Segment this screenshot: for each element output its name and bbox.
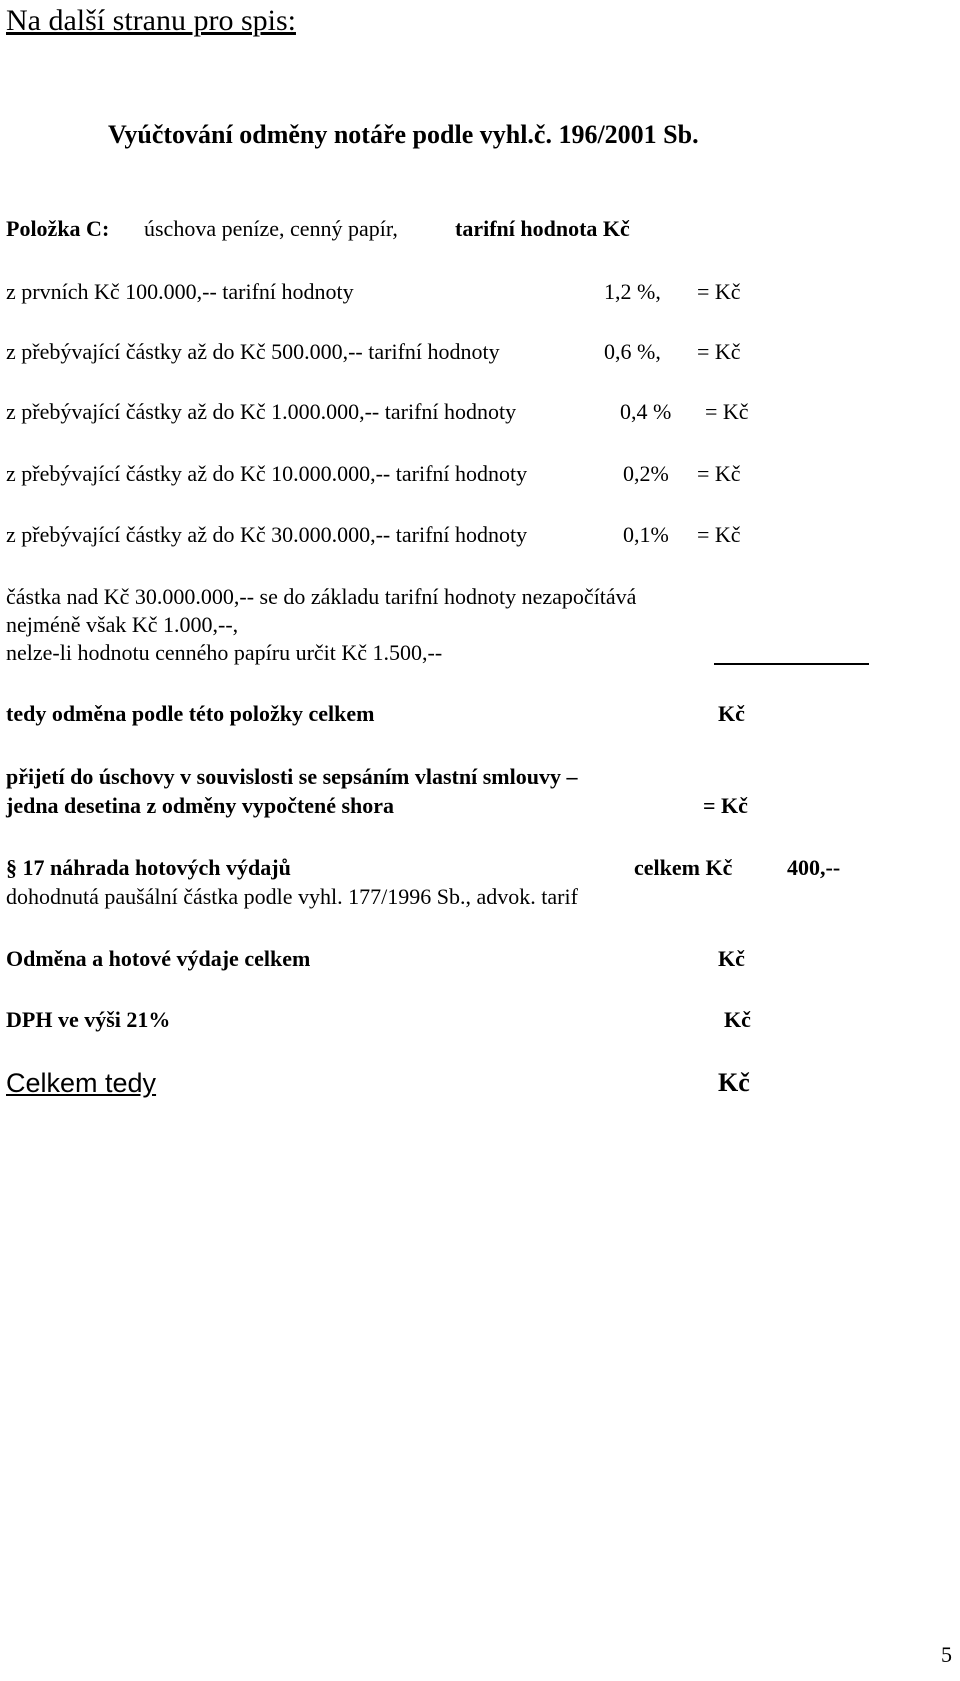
item-total-label: tedy odměna podle této položky celkem bbox=[6, 701, 375, 726]
rate-row-rate: 0,4 % bbox=[620, 399, 672, 424]
rate-row-eq: = Kč bbox=[697, 279, 741, 304]
rate-row-eq: = Kč bbox=[697, 339, 741, 364]
vat-label: DPH ve výši 21% bbox=[6, 1007, 171, 1032]
expenses-amount: 400,-- bbox=[787, 855, 841, 880]
item-total-currency: Kč bbox=[718, 701, 745, 726]
grand-total-label: Celkem tedy bbox=[6, 1068, 157, 1098]
rate-row-rate: 1,2 %, bbox=[604, 279, 661, 304]
fee-total-currency: Kč bbox=[718, 946, 745, 971]
rate-row-text: z přebývající částky až do Kč 30.000.000,-- tarifní hodnoty bbox=[6, 522, 528, 547]
rate-row-text: z přebývající částky až do Kč 10.000.000,-- tarifní hodnoty bbox=[6, 461, 528, 486]
rate-row-text: z prvních Kč 100.000,-- tarifní hodnoty bbox=[6, 279, 354, 304]
expenses-total-label: celkem Kč bbox=[634, 855, 733, 880]
item-label: Položka C: bbox=[6, 216, 110, 241]
expenses-note: dohodnutá paušální částka podle vyhl. 177/1996 Sb., advok. tarif bbox=[6, 884, 578, 909]
fee-total-label: Odměna a hotové výdaje celkem bbox=[6, 946, 311, 971]
page-number: 5 bbox=[941, 1642, 952, 1667]
grand-total-currency: Kč bbox=[718, 1068, 750, 1097]
amount-blank-line bbox=[714, 663, 869, 665]
rate-row-text: z přebývající částky až do Kč 500.000,-- tarifní hodnoty bbox=[6, 339, 500, 364]
rate-row-rate: 0,2% bbox=[623, 461, 669, 486]
rate-row-eq: = Kč bbox=[705, 399, 749, 424]
item-description: úschova peníze, cenný papír, bbox=[144, 216, 398, 241]
rate-row-rate: 0,6 %, bbox=[604, 339, 661, 364]
vat-currency: Kč bbox=[724, 1007, 751, 1032]
custody-eq: = Kč bbox=[703, 793, 748, 818]
note-line: nelze-li hodnotu cenného papíru určit Kč 1.500,-- bbox=[6, 640, 443, 665]
expenses-label: § 17 náhrada hotových výdajů bbox=[6, 855, 291, 880]
item-value-label: tarifní hodnota Kč bbox=[455, 216, 630, 241]
rate-row-eq: = Kč bbox=[697, 522, 741, 547]
note-line: částka nad Kč 30.000.000,-- se do základu tarifní hodnoty nezapočítává bbox=[6, 584, 637, 609]
rate-row-rate: 0,1% bbox=[623, 522, 669, 547]
rate-row-eq: = Kč bbox=[697, 461, 741, 486]
document-heading: Vyúčtování odměny notáře podle vyhl.č. 196/2001 Sb. bbox=[108, 120, 699, 149]
note-line: nejméně však Kč 1.000,--, bbox=[6, 612, 239, 637]
page-title: Na další stranu pro spis: bbox=[6, 4, 296, 37]
custody-line: jedna desetina z odměny vypočtené shora bbox=[6, 793, 395, 818]
custody-line: přijetí do úschovy v souvislosti se sepsáním vlastní smlouvy – bbox=[6, 764, 578, 789]
rate-row-text: z přebývající částky až do Kč 1.000.000,-- tarifní hodnoty bbox=[6, 399, 517, 424]
